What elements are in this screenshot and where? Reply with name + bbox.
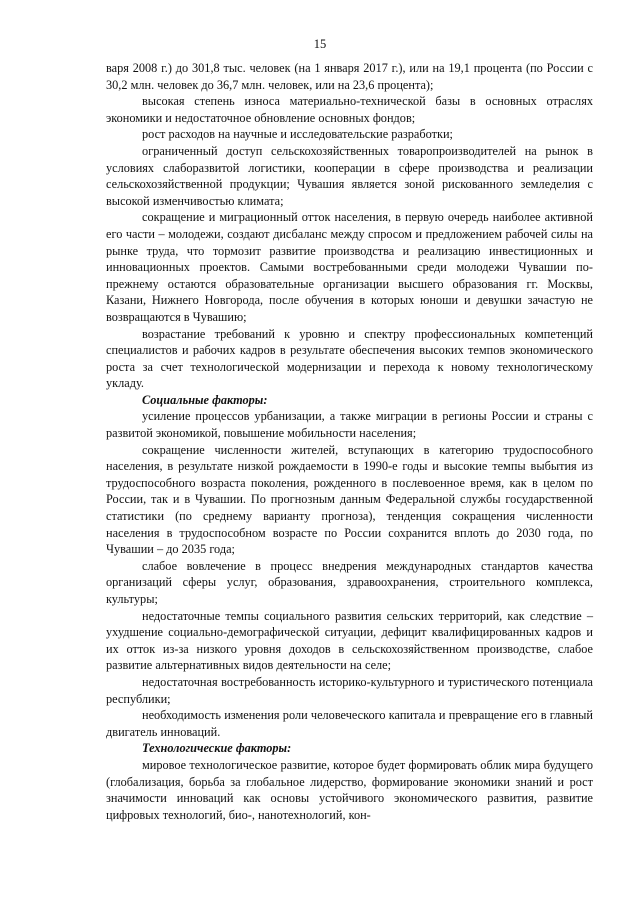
paragraph: высокая степень износа материально-технической базы в основных отраслях экономики и недостаточное обновление основных фондов; [106,94,593,125]
paragraph: варя 2008 г.) до 301,8 тыс. человек (на 1 января 2017 г.), или на 19,1 процента (по России с 30,2 млн. человек до 36,7 млн. человек, или на 23,6 процента); [106,61,593,92]
paragraph: необходимость изменения роли человеческого капитала и превращение его в главный двигатель инноваций. [106,708,593,739]
paragraph: недостаточные темпы социального развития сельских территорий, как следствие – ухудшение социально-демографической ситуации, дефицит квалифицированных кадров и их отток из-за низкого уровня доходов в сельскохозяйственном производстве, слабое развитие альтернативных видов деятельности на селе; [106,608,593,673]
paragraph: сокращение и миграционный отток населения, в первую очередь наиболее активной его части – молодежи, создают дисбаланс между спросом и предложением рабочей силы на рынке труда, что тормозит развитие производства и реализацию инвестиционных и инновационных проектов. Самыми востребованными среди молодежи Чувашии по-прежнему остаются образовательные организации высшего образования гг. Москвы, Казани, Нижнего Новгорода, после обучения в которых юноши и девушки зачастую не возвращаются в Чувашию; [106,210,593,324]
paragraph: мировое технологическое развитие, которое будет формировать облик мира будущего (глобализация, борьба за глобальное лидерство, формирование экономики знаний и рост значимости инноваций как основы устойчивого экономического развития, развитие цифровых технологий, био-, нанотехнологий, кон- [106,757,593,822]
page-number: 15 [313,37,327,51]
section-heading: Технологические факторы: [142,741,292,756]
paragraph: усиление процессов урбанизации, а также миграции в регионы России и страны с развитой экономикой, повышение мобильности населения; [106,409,593,441]
document-body [106,60,593,823]
paragraph: слабое вовлечение в процесс внедрения международных стандартов качества организаций сферы услуг, образования, здравоохранения, строительного комплекса, культуры; [106,558,593,606]
paragraph: ограниченный доступ сельскохозяйственных товаропроизводителей на рынок в условиях слаборазвитой логистики, кооперации в сфере производства и реализации сельскохозяйственной продукции; Чувашия является зоной рискованного земледелия с высокой изменчивостью климата; [106,143,593,208]
paragraph: недостаточная востребованность историко-культурного и туристического потенциала республики; [106,674,593,706]
paragraph: рост расходов на научные и исследовательские разработки; [142,127,453,142]
section-heading: Социальные факторы: [142,392,268,407]
paragraph: сокращение численности жителей, вступающих в категорию трудоспособного населения, в результате низкой рождаемости в 1990-е годы и высокие темпы выбытия из трудоспособного возраста поколения, рожденного в послевоенное время, как в целом по России, так и в Чувашии. По прогнозным данным Федеральной службы государственной статистики (по среднему варианту прогноза), тенденция сокращения численности населения в трудоспособном возрасте по России сохранится вплоть до 2030 года, по Чувашии – до 2035 года; [106,442,593,557]
paragraph: возрастание требований к уровню и спектру профессиональных компетенций специалистов и рабочих кадров в результате обеспечения высоких темпов экономического роста за счет технологической модернизации и перехода к новому технологическому укладу. [106,326,593,391]
